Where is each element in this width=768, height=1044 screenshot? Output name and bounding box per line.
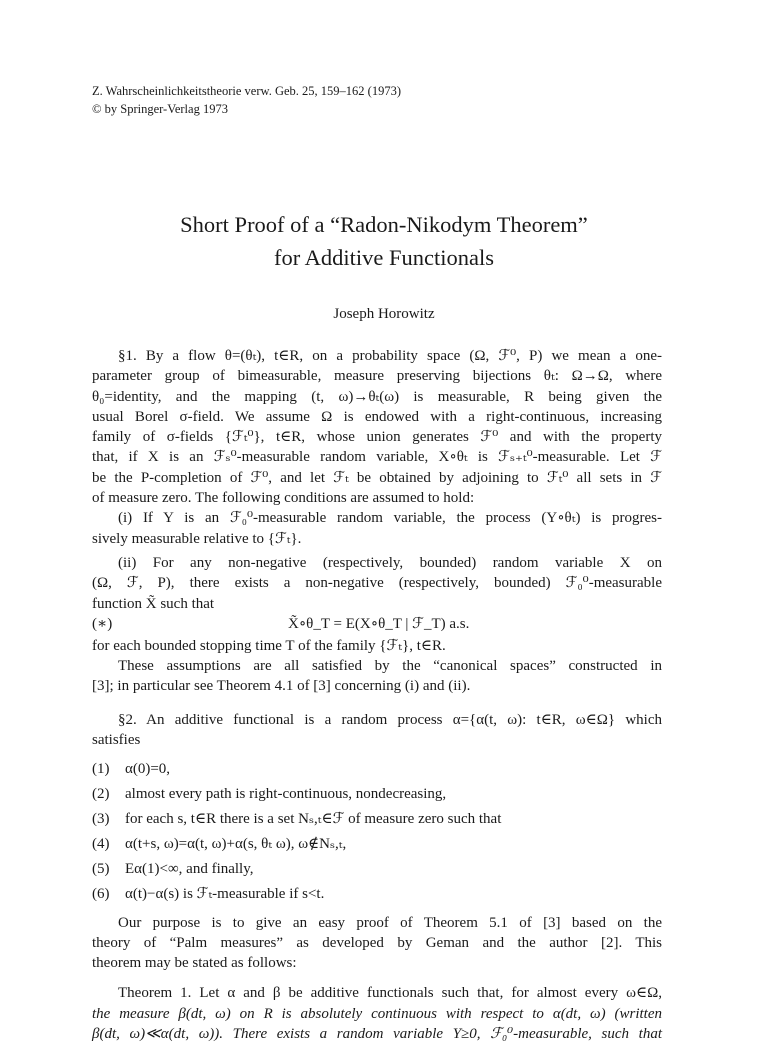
list-item	[92, 884, 662, 909]
condition-ii-line: function X̃ such that	[92, 595, 215, 612]
equation-tag: (∗)	[92, 615, 113, 632]
item-text: for each s, t∈R there is a set Nₛ,ₜ∈ℱ of measure zero such that	[125, 810, 502, 827]
list-item	[92, 834, 662, 859]
item-text: almost every path is right-continuous, nondecreasing,	[125, 785, 447, 802]
text-line: of measure zero. The following conditions are assumed to hold:	[92, 490, 475, 507]
paper-title	[0, 208, 768, 274]
condition-ii-line: (ii) For any non-negative (respectively, bounded) random variable X on	[118, 554, 662, 571]
text-line: theory of “Palm measures” as developed by Geman and the author [2]. This	[92, 934, 662, 951]
text-line: satisfies	[92, 732, 141, 749]
text-line: family of σ-fields {ℱₜ⁰}, t∈R, whose union generates ℱ⁰ and with the property	[92, 429, 662, 446]
author-name: Joseph Horowitz	[333, 306, 435, 322]
equation-star	[92, 614, 662, 636]
text-line: parameter group of bimeasurable, measure preserving bijections θₜ: Ω→Ω, where	[92, 368, 662, 385]
text-line: [3]; in particular see Theorem 4.1 of [3] concerning (i) and (ii).	[92, 678, 471, 695]
item-number: (5)	[92, 860, 110, 877]
text-line: that, if X is an ℱₛ⁰-measurable random variable, X∘θₜ is ℱₛ₊ₜ⁰-measurable. Let ℱ	[92, 449, 662, 466]
text-line: theorem may be stated as follows:	[92, 955, 297, 972]
condition-i-line: (i) If Y is an ℱ₀⁰-measurable random variable, the process (Y∘θₜ) is progres-	[118, 510, 662, 527]
text-line: for each bounded stopping time T of the family {ℱₜ}, t∈R.	[92, 637, 446, 654]
theorem-line: the measure β(dt, ω) on R is absolutely continuous with respect to α(dt, ω) (written	[92, 1005, 662, 1022]
item-text: α(0)=0,	[125, 760, 171, 777]
list-item	[92, 859, 662, 884]
journal-header	[92, 82, 401, 118]
list-item	[92, 809, 662, 834]
condition-i-line: sively measurable relative to {ℱₜ}.	[92, 530, 302, 547]
item-number: (1)	[92, 760, 110, 777]
item-number: (6)	[92, 885, 110, 902]
item-number: (3)	[92, 810, 110, 827]
list-item	[92, 759, 662, 784]
text-line: usual Borel σ-field. We assume Ω is endowed with a right-continuous, increasing	[92, 408, 662, 425]
item-number: (2)	[92, 785, 110, 802]
text-line: θ₀=identity, and the mapping (t, ω)→θₜ(ω) is measurable, R being given the	[92, 388, 662, 405]
item-text: Eα(1)<∞, and finally,	[125, 860, 254, 877]
journal-citation: Z. Wahrscheinlichkeitstheorie verw. Geb. 25, 159–162 (1973)	[92, 84, 401, 98]
theorem-line: β(dt, ω)≪α(dt, ω)). There exists a random variable Y≥0, ℱ₀⁰-measurable, such that	[92, 1026, 662, 1043]
item-text: α(t+s, ω)=α(t, ω)+α(s, θₜ ω), ω∉Nₛ,ₜ,	[125, 835, 347, 852]
text-line: §1. By a flow θ=(θₜ), t∈R, on a probability space (Ω, ℱ⁰, P) we mean a one-	[118, 348, 662, 364]
text-line: These assumptions are all satisfied by the “canonical spaces” constructed in	[118, 658, 662, 675]
text-line: §2. An additive functional is a random process α={α(t, ω): t∈R, ω∈Ω} which	[118, 712, 662, 728]
condition-ii-line: (Ω, ℱ, P), there exists a non-negative (respectively, bounded) ℱ₀⁰-measurable	[92, 575, 662, 592]
section-1	[92, 346, 662, 697]
section-2	[92, 710, 662, 1044]
item-number: (4)	[92, 835, 110, 852]
copyright-line: © by Springer-Verlag 1973	[92, 102, 228, 116]
title-line-2: for Additive Functionals	[274, 245, 494, 270]
item-text: α(t)−α(s) is ℱₜ-measurable if s<t.	[125, 885, 325, 902]
list-item	[92, 784, 662, 809]
title-line-1: Short Proof of a “Radon-Nikodym Theorem”	[180, 212, 588, 237]
equation-formula: X̃∘θ_T = E(X∘θ_T | ℱ_T) a.s.	[288, 615, 470, 632]
theorem-line: Theorem 1. Let α and β be additive functionals such that, for almost every ω∈Ω,	[118, 985, 662, 1002]
text-line: Our purpose is to give an easy proof of Theorem 5.1 of [3] based on the	[118, 914, 662, 931]
text-line: be the P-completion of ℱ⁰, and let ℱₜ be obtained by adjoining to ℱₜ⁰ all sets in ℱ	[92, 469, 662, 486]
